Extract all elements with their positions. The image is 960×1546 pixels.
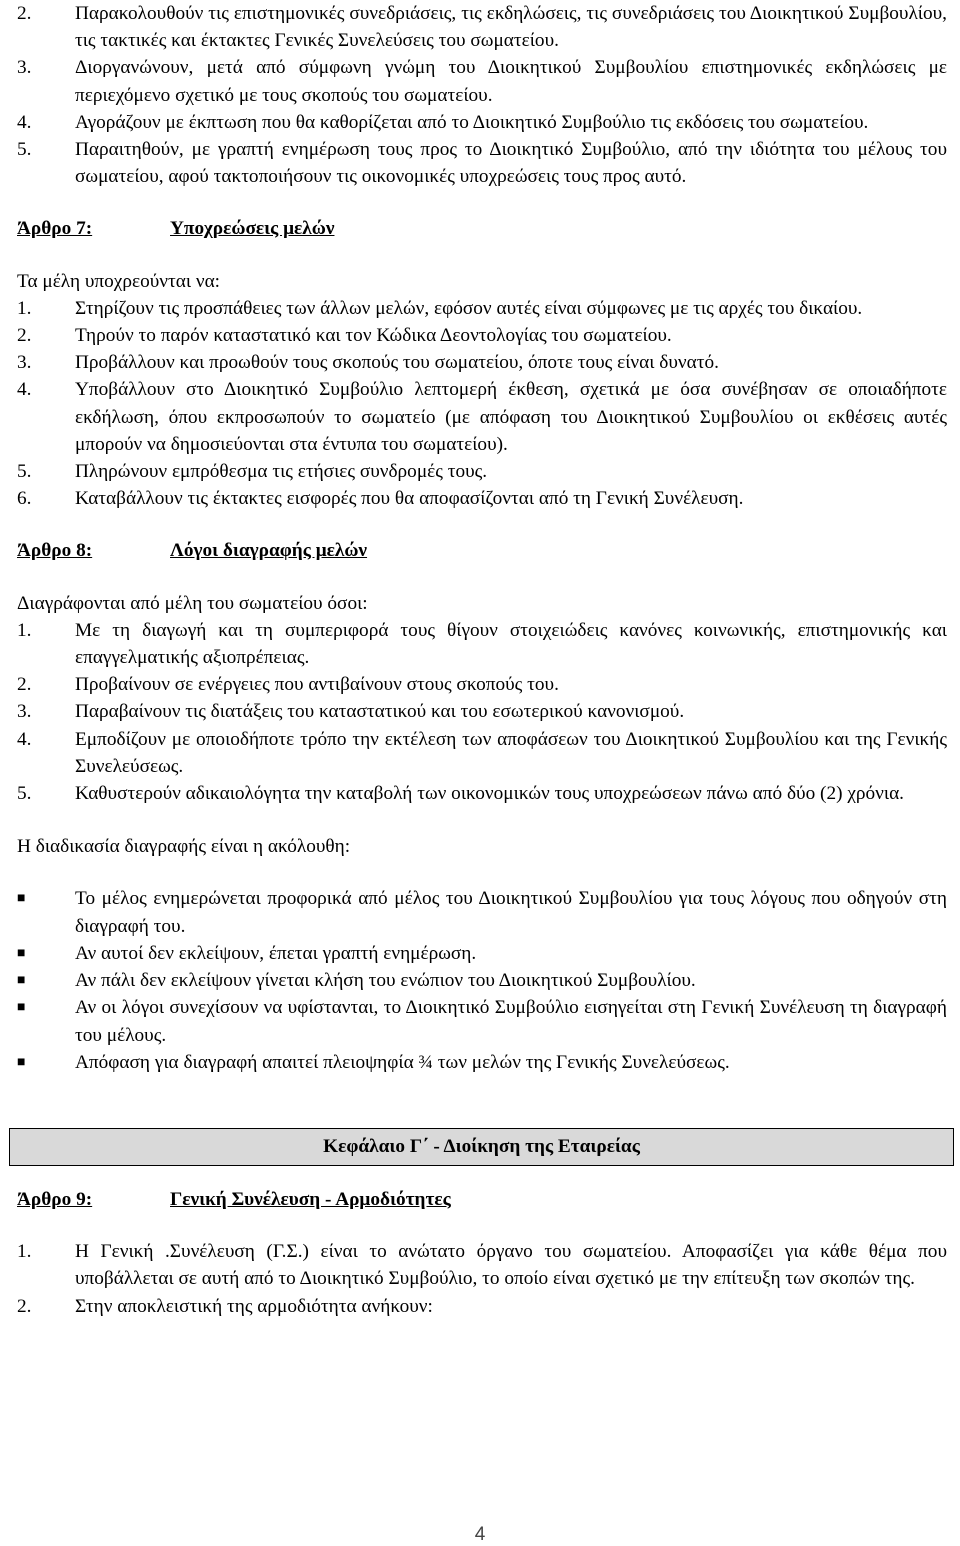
square-bullet-icon: ■ xyxy=(17,945,26,961)
item-number: 4. xyxy=(17,379,32,401)
obligations-list xyxy=(17,295,947,513)
item-number: 4. xyxy=(17,728,32,750)
chapter-heading: Κεφάλαιο Γ΄ - Διοίκηση της Εταιρείας xyxy=(9,1128,954,1166)
item-number: 5. xyxy=(17,783,32,805)
item-number: 1. xyxy=(17,619,32,641)
list-item xyxy=(17,1238,947,1292)
item-text: Παρακολουθούν τις επιστημονικές συνεδριάσεις, τις εκδηλώσεις, τις συνεδριάσεις του Διοικητικού Συμβουλίου, τις τακτικές και έκτακτες Γενικές Συνελεύσεις του σωματείου. xyxy=(75,3,947,52)
list-item xyxy=(17,671,947,698)
item-number: 5. xyxy=(17,139,32,161)
item-text: Υποβάλλουν στο Διοικητικό Συμβούλιο λεπτομερή έκθεση, σχετικά με όσα συνέβησαν σε οποιαδήποτε εκδήλωση, όπου εκπροσωπούν το σωματείο (με απόφαση του Διοικητικού Συμβουλίου οι εκθέσεις αυτές μπορούν να δημοσιεύονται στα έντυπα του σωματείου). xyxy=(75,379,947,455)
item-text: Προβάλλουν και προωθούν τους σκοπούς του σωματείου, όποτε τους είναι δυνατό. xyxy=(75,352,719,374)
list-item xyxy=(17,1293,947,1320)
item-number: 2. xyxy=(17,674,32,696)
bullet-item xyxy=(17,994,947,1048)
item-text: Εμποδίζουν με οποιοδήποτε τρόπο την εκτέλεση των αποφάσεων του Διοικητικού Συμβουλίου και της Γενικής Συνελεύσεως. xyxy=(75,728,947,777)
page-number: 4 xyxy=(474,1524,486,1545)
rights-list xyxy=(17,0,947,190)
item-text: Αγοράζουν με έκπτωση που θα καθορίζεται από το Διοικητικό Συμβούλιο τις εκδόσεις του σωματείου. xyxy=(75,111,869,133)
list-item xyxy=(17,458,947,485)
item-number: 1. xyxy=(17,297,32,319)
list-item xyxy=(17,726,947,780)
item-text: Παραιτηθούν, με γραπτή ενημέρωση τους προς το Διοικητικό Συμβούλιο, από την ιδιότητα του μέλους του σωματείου, αφού τακτοποιήσουν τις οικονομικές υποχρεώσεις τους προς αυτό. xyxy=(75,139,947,188)
list-item xyxy=(17,349,947,376)
item-text: Στηρίζουν τις προσπάθειες των άλλων μελών, εφόσον αυτές είναι σύμφωνες με τις αρχές του δικαίου. xyxy=(75,297,863,319)
item-text: Καθυστερούν αδικαιολόγητα την καταβολή των οικονομικών τους υποχρεώσεων πάνω από δύο (2) χρόνια. xyxy=(75,783,904,805)
item-number: 5. xyxy=(17,461,32,483)
list-item xyxy=(17,0,947,54)
list-item xyxy=(17,698,947,725)
list-item xyxy=(17,54,947,108)
bullet-text: Απόφαση για διαγραφή απαιτεί πλειοψηφία ¾ των μελών της Γενικής Συνελεύσεως. xyxy=(75,1051,730,1073)
list-item xyxy=(17,322,947,349)
bullet-text: Αν αυτοί δεν εκλείψουν, έπεται γραπτή ενημέρωση. xyxy=(75,942,477,964)
bullet-text: Αν πάλι δεν εκλείψουν γίνεται κλήση του ενώπιον του Διοικητικού Συμβουλίου. xyxy=(75,970,696,992)
item-number: 2. xyxy=(17,325,32,347)
procedure-intro: Η διαδικασία διαγραφής είναι η ακόλουθη: xyxy=(17,836,351,858)
item-text: Η Γενική .Συνέλευση (Γ.Σ.) είναι το ανώτατο όργανο του σωματείου. Αποφασίζει για κάθε θέμα που υποβάλλεται σε αυτή από το Διοικητικό Συμβούλιο, το οποίο είναι σχετικό με την επίτευξη των σκοπών της. xyxy=(75,1241,947,1290)
item-text: Διοργανώνουν, μετά από σύμφωνη γνώμη του Διοικητικού Συμβουλίου επιστημονικές εκδηλώσεις με περιεχόμενο σχετικό με τους σκοπούς του σωματείου. xyxy=(75,57,947,106)
article-label: Άρθρο 7: xyxy=(17,218,93,240)
bullet-item xyxy=(17,967,947,994)
list-item xyxy=(17,376,947,458)
list-item xyxy=(17,617,947,671)
article-8-intro: Διαγράφονται από μέλη του σωματείου όσοι: xyxy=(17,592,368,614)
procedure-list xyxy=(17,885,947,1075)
item-number: 1. xyxy=(17,1241,32,1263)
item-number: 2. xyxy=(17,3,32,24)
list-item xyxy=(17,295,947,322)
item-number: 3. xyxy=(17,57,32,79)
item-text: Προβαίνουν σε ενέργειες που αντιβαίνουν στους σκοπούς του. xyxy=(75,674,559,696)
list-item xyxy=(17,109,947,136)
article-7-intro: Τα μέλη υποχρεούνται να: xyxy=(17,270,221,292)
article-title: Λόγοι διαγραφής μελών xyxy=(170,540,368,562)
article-7-heading xyxy=(17,215,947,242)
item-number: 2. xyxy=(17,1295,32,1317)
article-label: Άρθρο 8: xyxy=(17,540,93,562)
item-text: Με τη διαγωγή και τη συμπεριφορά τους θίγουν στοιχειώδεις κανόνες κοινωνικής, επιστημονικής και επαγγελματικής αξιοπρέπειας. xyxy=(75,619,947,669)
article-label: Άρθρο 9: xyxy=(17,1188,93,1210)
item-number: 4. xyxy=(17,111,32,133)
article-title: Γενική Συνέλευση - Αρμοδιότητες xyxy=(170,1188,451,1210)
list-item xyxy=(17,136,947,190)
square-bullet-icon: ■ xyxy=(17,1054,26,1070)
item-text: Τηρούν το παρόν καταστατικό και τον Κώδικα Δεοντολογίας του σωματείου. xyxy=(75,325,672,347)
item-text: Παραβαίνουν τις διατάξεις του καταστατικού και του εσωτερικού κανονισμού. xyxy=(75,701,685,723)
article-title: Υποχρεώσεις μελών xyxy=(170,218,335,240)
list-item xyxy=(17,780,947,807)
item-text: Καταβάλλουν τις έκτακτες εισφορές που θα αποφασίζονται από τη Γενική Συνέλευση. xyxy=(75,488,744,510)
square-bullet-icon: ■ xyxy=(17,891,26,907)
article-8-heading xyxy=(17,537,947,564)
item-text: Πληρώνουν εμπρόθεσμα τις ετήσιες συνδρομές τους. xyxy=(75,461,488,483)
general-assembly-list xyxy=(17,1238,947,1320)
item-number: 3. xyxy=(17,701,32,723)
bullet-item xyxy=(17,940,947,967)
item-number: 3. xyxy=(17,352,32,374)
article-9-heading xyxy=(17,1186,947,1213)
item-number: 6. xyxy=(17,488,32,510)
square-bullet-icon: ■ xyxy=(17,1000,26,1016)
document-page xyxy=(17,0,947,1320)
square-bullet-icon: ■ xyxy=(17,973,26,989)
bullet-text: Αν οι λόγοι συνεχίσουν να υφίστανται, το Διοικητικό Συμβούλιο εισηγείται στη Γενική Συνέλευση τη διαγραφή του μέλους. xyxy=(75,997,947,1046)
bullet-item xyxy=(17,1049,947,1076)
bullet-item xyxy=(17,885,947,939)
item-text: Στην αποκλειστική της αρμοδιότητα ανήκουν: xyxy=(75,1295,433,1317)
list-item xyxy=(17,485,947,512)
bullet-text: Το μέλος ενημερώνεται προφορικά από μέλος του Διοικητικού Συμβουλίου για τους λόγους που οδηγούν στη διαγραφή του. xyxy=(75,888,947,937)
removal-reasons-list xyxy=(17,617,947,807)
